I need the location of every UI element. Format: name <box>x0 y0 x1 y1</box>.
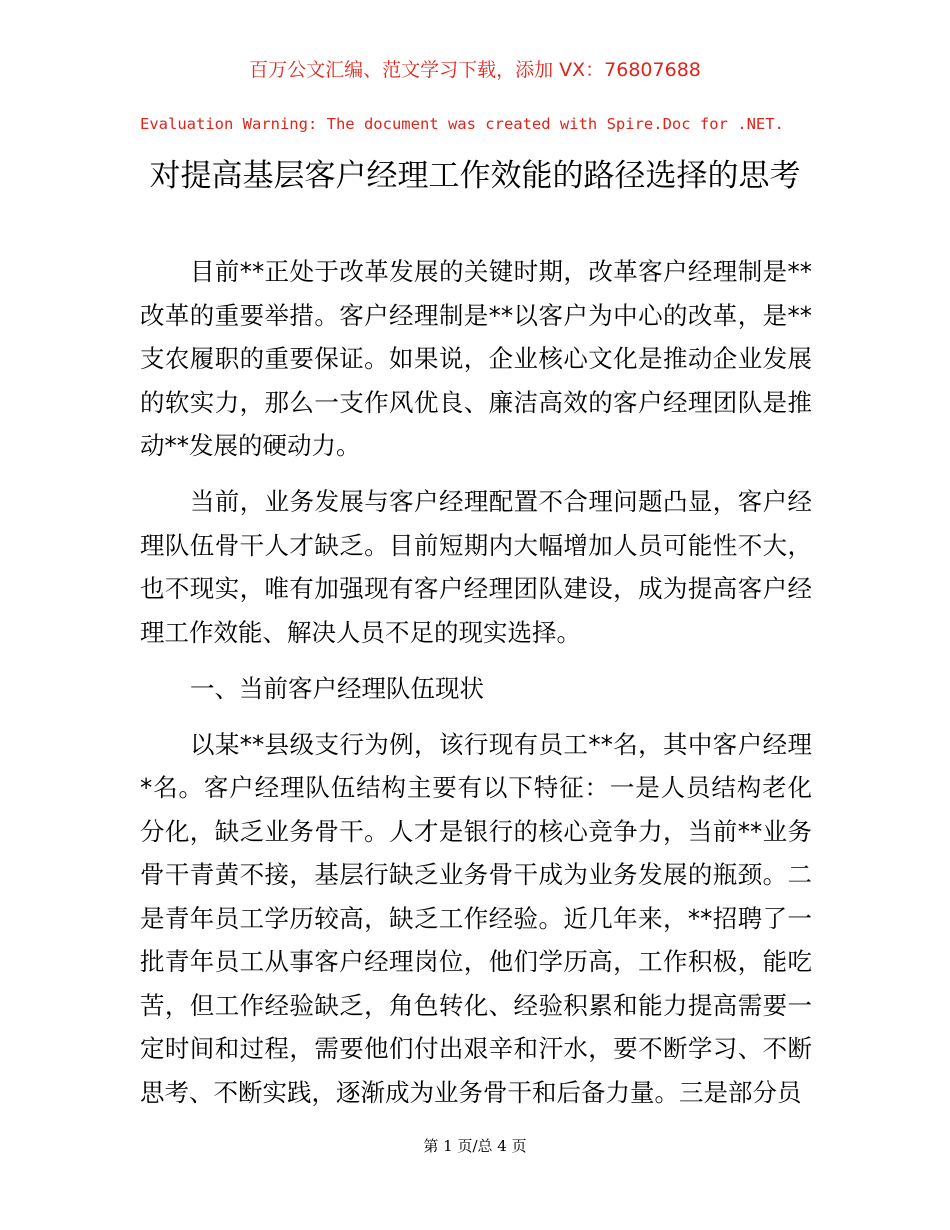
page-number-footer: 第 1 页/总 4 页 <box>423 1137 527 1155</box>
paragraph-current-situation: 当前，业务发展与客户经理配置不合理问题凸显，客户经理队伍骨干人才缺乏。目前短期内大幅增加人员可能性不大，也不现实，唯有加强现有客户经理团队建设，成为提高客户经理工作效能、解决人员不足的现实选择。 <box>140 487 812 647</box>
document-body <box>140 250 812 1127</box>
paragraph-intro: 目前**正处于改革发展的关键时期，改革客户经理制是**改革的重要举措。客户经理制是**以客户为中心的改革，是**支农履职的重要保证。如果说，企业核心文化是推动企业发展的软实力，那么一支作风优良、廉洁高效的客户经理团队是推动**发展的硬动力。 <box>140 257 812 460</box>
document-title: 对提高基层客户经理工作效能的路径选择的思考 <box>149 158 801 194</box>
paragraph-team-status: 以某**县级支行为例，该行现有员工**名，其中客户经理*名。客户经理队伍结构主要有以下特征：一是人员结构老化分化，缺乏业务骨干。人才是银行的核心竞争力，当前**业务骨干青黄不接，基层行缺乏业务骨干成为业务发展的瓶颈。二是青年员工学历较高，缺乏工作经验。近几年来，**招聘了一批青年员工从事客户经理岗位，他们学历高，工作积极，能吃苦，但工作经验缺乏，角色转化、经验积累和能力提高需要一定时间和过程，需要他们付出艰辛和汗水，要不断学习、不断思考、不断实践，逐渐成为业务骨干和后备力量。三是部分员 <box>140 729 812 1107</box>
section-heading-1: 一、当前客户经理队伍现状 <box>190 673 484 703</box>
evaluation-warning: Evaluation Warning: The document was created with Spire.Doc for .NET. <box>140 115 784 133</box>
promo-header: 百万公文汇编、范文学习下载，添加 VX：76807688 <box>249 59 701 81</box>
